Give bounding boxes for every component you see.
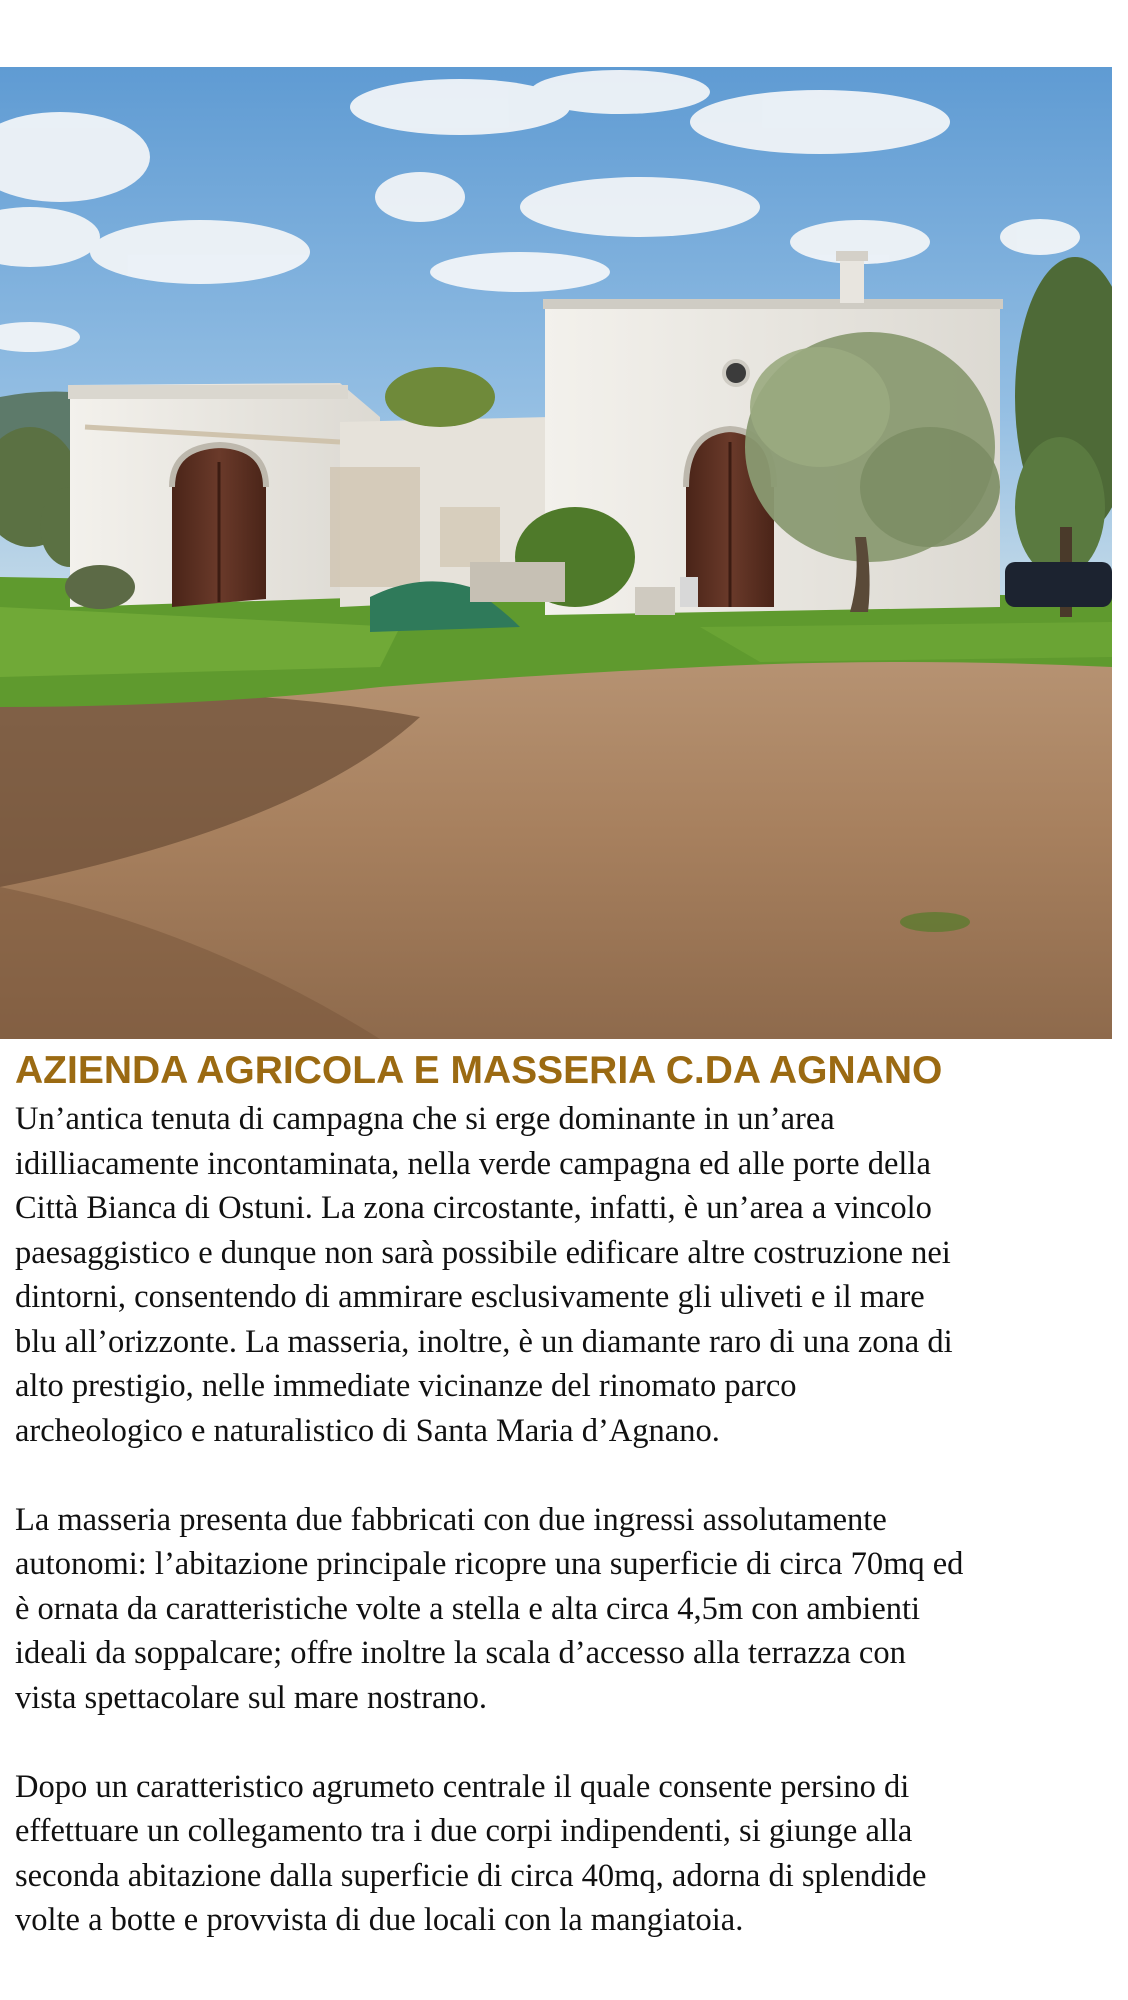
text-line: dintorni, consentendo di ammirare esclusivamente gli uliveti e il mare [15, 1279, 925, 1315]
text-line: Città Bianca di Ostuni. La zona circostante, infatti, è un’area a vincolo [15, 1190, 932, 1226]
bucket [680, 577, 698, 607]
text-line: idilliacamente incontaminata, nella verde campagna ed alle porte della [15, 1145, 931, 1182]
paragraph-3 [15, 1765, 1115, 1943]
text-line: Un’antica tenuta di campagna che si erge dominante in un’area [15, 1101, 835, 1137]
farmhouse-photo-illustration [0, 67, 1112, 1039]
text-line: seconda abitazione dalla superficie di circa 40mq, adorna di splendide [15, 1857, 927, 1894]
parked-car [1005, 562, 1112, 607]
text-line: archeologico e naturalistico di Santa Maria d’Agnano. [15, 1412, 720, 1449]
farmhouse-photo [0, 67, 1112, 1039]
text-line: autonomi: l’abitazione principale ricopre una superficie di circa 70mq ed [15, 1546, 964, 1582]
paragraph-2 [15, 1498, 1115, 1721]
text-line: Dopo un caratteristico agrumeto centrale il quale consente persino di [15, 1768, 910, 1805]
text-line: ideali da soppalcare; offre inoltre la scala d’accesso alla terrazza con [15, 1635, 906, 1671]
page-title: AZIENDA AGRICOLA E MASSERIA C.DA AGNANO [15, 1049, 943, 1092]
text-line: effettuare un collegamento tra i due corpi indipendenti, si giunge alla [15, 1813, 913, 1849]
stone-block [470, 562, 565, 602]
rooftop-plant [385, 367, 495, 427]
text-line: vista spettacolare sul mare nostrano. [15, 1679, 487, 1716]
text-line: paesaggistico e dunque non sarà possibile edificare altre costruzione nei [15, 1234, 951, 1271]
paragraph-1 [15, 1097, 1115, 1453]
text-line: alto prestigio, nelle immediate vicinanze del rinomato parco [15, 1368, 797, 1404]
text-line: volte a botte e provvista di due locali con la mangiatoia. [15, 1902, 744, 1938]
description-text [15, 1097, 1115, 1987]
text-line: La masseria presenta due fabbricati con due ingressi assolutamente [15, 1501, 887, 1538]
text-line: è ornata da caratteristiche volte a stella e alta circa 4,5m con ambienti [15, 1590, 921, 1627]
text-line: blu all’orizzonte. La masseria, inoltre, è un diamante raro di una zona di [15, 1323, 953, 1360]
